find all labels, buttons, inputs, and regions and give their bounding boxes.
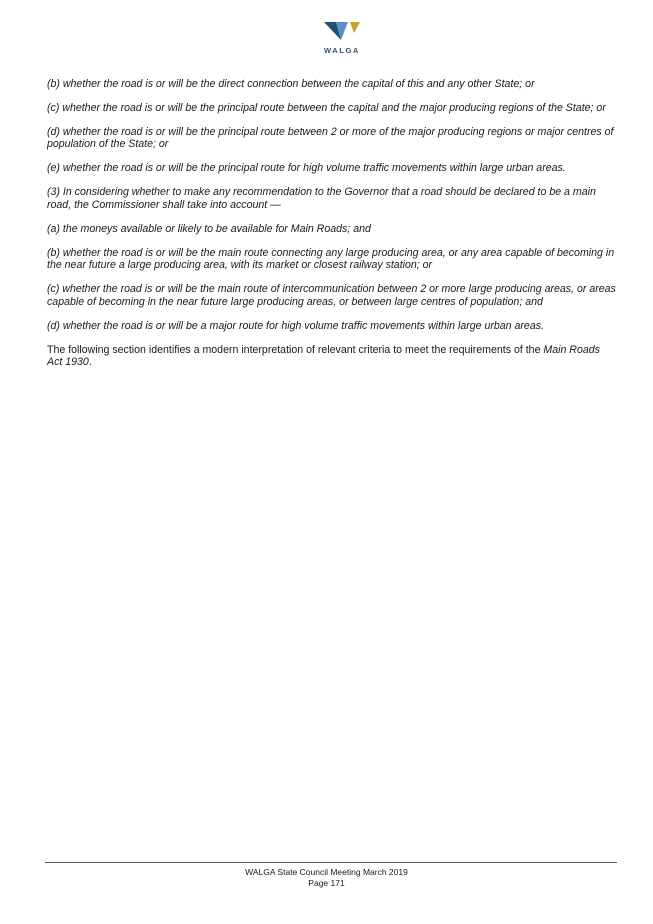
- paragraph-d-principal-route-regions: (d) whether the road is or will be the principal route between 2 or more of the major producing regions or major centres of population of the State; or: [47, 126, 614, 151]
- paragraph-b-direct-connection: (b) whether the road is or will be the direct connection between the capital of this and any other State; or: [47, 78, 535, 90]
- logo-text: WALGA: [324, 46, 360, 55]
- footer: [0, 867, 653, 888]
- paragraph-c-intercommunication: (c) whether the road is or will be the main route of intercommunication between 2 or more large producing areas, or areas capable of becoming in the near future large producing areas, or between large centres of population; and: [47, 283, 616, 308]
- act-name: Main Roads Act 1930: [47, 343, 600, 369]
- paragraph-d-major-route: (d) whether the road is or will be a major route for high volume traffic movements within large urban areas.: [47, 319, 544, 332]
- footer-divider: [45, 862, 617, 863]
- paragraph-b-main-route: (b) whether the road is or will be the main route connecting any large producing area, or any area capable of becoming in the near future a large producing area, with its market or closest railway station; or: [47, 246, 615, 272]
- footer-meeting-title: WALGA State Council Meeting March 2019: [245, 867, 408, 877]
- closing-paragraph: [47, 344, 617, 369]
- footer-page-number: Page 171: [308, 877, 345, 888]
- paragraph-a-moneys: (a) the moneys available or likely to be available for Main Roads; and: [47, 222, 371, 235]
- walga-logo: [316, 20, 368, 60]
- document-body: [47, 78, 617, 380]
- closing-text: The following section identifies a modern interpretation of relevant criteria to meet the requirements of the: [47, 343, 544, 356]
- paragraph-c-principal-route: (c) whether the road is or will be the principal route between the capital and the major producing regions of the State; or: [47, 102, 606, 114]
- paragraph-e-urban-traffic: (e) whether the road is or will be the principal route for high volume traffic movements within large urban areas.: [47, 162, 566, 175]
- closing-end: .: [88, 356, 92, 369]
- walga-logo-icon: [324, 20, 360, 44]
- paragraph-3-considerations: (3) In considering whether to make any recommendation to the Governor that a road should be declared to be a main road, the Commissioner shall take into account —: [47, 186, 596, 211]
